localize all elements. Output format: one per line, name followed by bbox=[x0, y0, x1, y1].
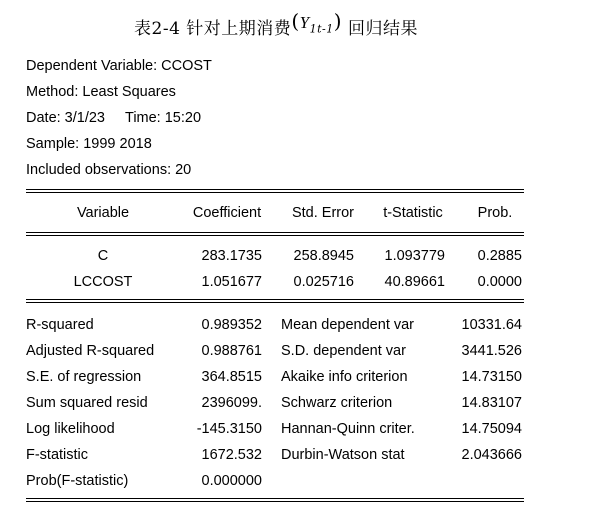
stat-label-sum-squared-resid: Sum squared resid bbox=[26, 395, 148, 411]
date-time-line bbox=[26, 110, 201, 126]
stat-label-sd-dependent: S.D. dependent var bbox=[281, 343, 406, 359]
table-row-c-prob: 0.2885 bbox=[477, 248, 522, 264]
middle-rule-1 bbox=[26, 299, 524, 300]
table-row-c-std-error: 258.8945 bbox=[293, 248, 354, 264]
stat-value-hannan-quinn: 14.75094 bbox=[461, 421, 522, 437]
table-row-c-variable: C bbox=[97, 248, 109, 264]
stat-label-se-regression: S.E. of regression bbox=[26, 369, 142, 385]
stat-label-f-statistic: F-statistic bbox=[26, 447, 89, 463]
observations-line: Included observations: 20 bbox=[26, 162, 192, 178]
stat-label-mean-dependent: Mean dependent var bbox=[281, 317, 415, 333]
middle-rule-2 bbox=[26, 302, 524, 303]
title-symbol: $(Y_{1t-1})$ bbox=[291, 9, 343, 36]
bottom-rule-2 bbox=[26, 501, 524, 502]
dependent-variable-line: Dependent Variable: CCOST bbox=[26, 58, 212, 74]
header-variable: Variable bbox=[76, 205, 130, 221]
header-rule-2 bbox=[26, 235, 524, 236]
table-title bbox=[0, 9, 552, 41]
sample-line: Sample: 1999 2018 bbox=[26, 136, 152, 152]
stat-label-prob-f: Prob(F-statistic) bbox=[26, 473, 129, 489]
stat-value-schwarz: 14.83107 bbox=[461, 395, 522, 411]
stat-value-log-likelihood: -145.3150 bbox=[196, 421, 262, 437]
stat-value-sd-dependent: 3441.526 bbox=[461, 343, 522, 359]
stat-value-prob-f: 0.000000 bbox=[201, 473, 262, 489]
stat-value-f-statistic: 1672.532 bbox=[201, 447, 262, 463]
title-prefix: 表2-4 针对上期消费 bbox=[134, 19, 292, 39]
stat-label-adj-r-squared: Adjusted R-squared bbox=[26, 343, 155, 359]
bottom-rule-1 bbox=[26, 498, 524, 499]
header-std-error: Std. Error bbox=[291, 205, 355, 221]
header-t-statistic: t-Statistic bbox=[383, 205, 443, 221]
table-row-c-coefficient: 283.1735 bbox=[201, 248, 262, 264]
title-suffix: 回归结果 bbox=[347, 19, 418, 39]
title-subscript: 1t-1 bbox=[309, 22, 334, 36]
header-prob: Prob. bbox=[477, 205, 513, 221]
table-row-lccost-std-error: 0.025716 bbox=[293, 274, 354, 290]
date-text: Date: 3/1/23 bbox=[26, 110, 105, 126]
table-row-lccost-variable: LCCOST bbox=[73, 274, 133, 290]
table-row-lccost-coefficient: 1.051677 bbox=[201, 274, 262, 290]
time-text: Time: 15:20 bbox=[125, 110, 202, 126]
header-coefficient: Coefficient bbox=[192, 205, 262, 221]
stat-value-se-regression: 364.8515 bbox=[201, 369, 262, 385]
stat-label-durbin-watson: Durbin-Watson stat bbox=[281, 447, 405, 463]
stat-value-r-squared: 0.989352 bbox=[201, 317, 262, 333]
table-row-lccost-prob: 0.0000 bbox=[477, 274, 522, 290]
stat-label-hannan-quinn: Hannan-Quinn criter. bbox=[281, 421, 415, 437]
top-rule-1 bbox=[26, 189, 524, 190]
stat-value-adj-r-squared: 0.988761 bbox=[201, 343, 262, 359]
header-rule-1 bbox=[26, 232, 524, 233]
top-rule-2 bbox=[26, 192, 524, 193]
stat-value-akaike: 14.73150 bbox=[461, 369, 522, 385]
method-line: Method: Least Squares bbox=[26, 84, 176, 100]
table-row-lccost-t-statistic: 40.89661 bbox=[384, 274, 445, 290]
stat-label-schwarz: Schwarz criterion bbox=[281, 395, 393, 411]
stat-label-log-likelihood: Log likelihood bbox=[26, 421, 115, 437]
stat-label-r-squared: R-squared bbox=[26, 317, 94, 333]
table-row-c-t-statistic: 1.093779 bbox=[384, 248, 445, 264]
stat-value-sum-squared-resid: 2396099. bbox=[201, 395, 262, 411]
stat-label-akaike: Akaike info criterion bbox=[281, 369, 408, 385]
title-variable: Y bbox=[299, 13, 310, 32]
stat-value-mean-dependent: 10331.64 bbox=[461, 317, 522, 333]
stat-value-durbin-watson: 2.043666 bbox=[461, 447, 522, 463]
